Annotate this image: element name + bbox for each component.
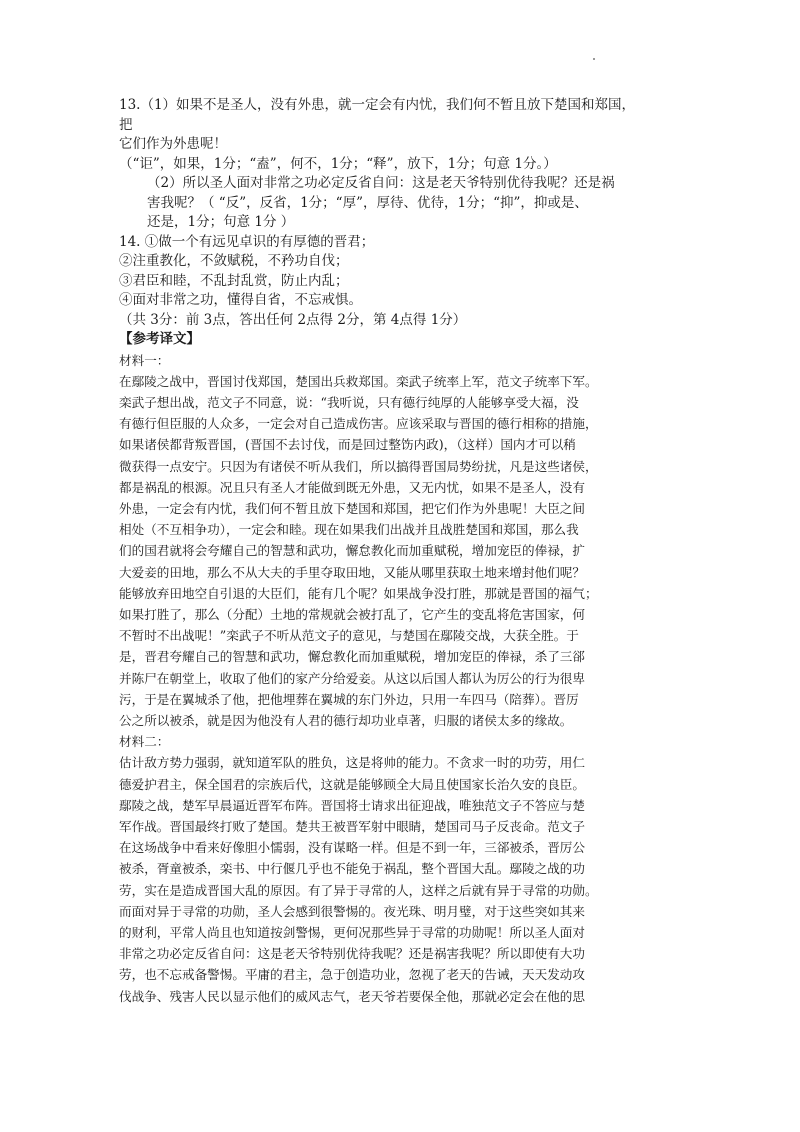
text-line: 被杀，胥童被杀，栾书、中行偃几乎也不能免于祸乱，整个晋国大乱。鄢陵之战的功	[119, 861, 585, 877]
text-line: 伐战争、残害人民以显示他们的威风志气，老天爷若要保全他，那就必定会在他的思	[119, 988, 585, 1004]
material-two-title: 材料二：	[119, 734, 170, 750]
text-line: 不暂时不出战呢！”栾武子不听从范文子的意见，与楚国在鄢陵交战，大获全胜。于	[119, 628, 579, 644]
text-line: 并陈尸在朝堂上，收取了他们的家产分给爱妾。从这以后国人都认为厉公的行为很卑	[119, 670, 585, 686]
text-line: 德爱护君主，保全国君的宗族后代，这就是能够顾全大局且使国家长治久安的良臣。	[119, 776, 585, 792]
text-line: 的财利，平常人尚且也知道按剑警惕，更何况那些异于寻常的功勋呢！所以圣人面对	[119, 924, 585, 940]
text-line: 估计敌方势力强弱，就知道军队的胜负，这是将帅的能力。不贪求一时的功劳，用仁	[119, 755, 585, 771]
text-line: 有德行但臣服的人众多，一定会对自己造成伤害。应该采取与晋国的德行相称的措施，	[119, 416, 598, 432]
text-line: 14. ①做一个有远见卓识的有厚德的晋君；	[119, 233, 375, 250]
answer-13-part2	[119, 174, 691, 233]
text-line: 大爱妾的田地，那么不从大夫的手里夺取田地，又能从哪里获取土地来增封他们呢？	[119, 564, 585, 580]
text-line: 微获得一点安宁。只因为有诸侯不听从我们，所以搞得晋国局势纷扰，凡是这些诸侯，	[119, 458, 598, 474]
text-line: 在这场战争中看来好像胆小懦弱，没有谋略一样。但是不到一年，三郤被杀，晋厉公	[119, 840, 585, 856]
text-line: 还是，1分；句意 1分 ）	[147, 214, 295, 230]
text-line: 相处（不互相争功），一定会和睦。现在如果我们出战并且战胜楚国和郑国，那么我	[119, 522, 579, 538]
text-line: 是，晋君夸耀自己的智慧和武功，懈怠教化而加重赋税，增加宠臣的俸禄，杀了三郤	[119, 649, 585, 665]
text-line: 害我呢？（ “反”，反省，1分；“厚”，厚待、优待，1分；“抑”，抑或是、	[147, 194, 588, 211]
text-line: （共 3分：前 3点，答出任何 2点得 2分，第 4点得 1分）	[119, 311, 467, 328]
text-line: 如果打胜了，那么（分配）土地的常规就会被打乱了，它产生的变乱将危害国家，何	[119, 606, 585, 622]
text-line: ③君臣和睦，不乱封乱赏，防止内乱；	[119, 272, 349, 289]
text-line: 外患，一定会有内忧，我们何不暂且放下楚国和郑国，把它们作为外患呢！大臣之间	[119, 500, 585, 516]
document-body	[119, 96, 691, 1007]
text-line: 非常之功必定反省自问：这是老天爷特别优待我呢？还是祸害我呢？所以即使有大功	[119, 946, 585, 962]
text-line: 在鄢陵之战中，晋国讨伐郑国，楚国出兵救郑国。栾武子统率上军，范文子统率下军。	[119, 373, 598, 389]
text-line: ②注重教化，不敛赋税，不矜功自伐；	[119, 253, 349, 269]
text-line: 能够放弃田地空自引退的大臣们，能有几个呢？如果战争没打胜，那就是晋国的福气；	[119, 585, 598, 601]
text-line: 劳，实在是造成晋国大乱的原因。有了异于寻常的人，这样之后就有异于寻常的功勋。	[119, 882, 598, 898]
material-one-title: 材料一：	[119, 352, 170, 368]
text-line: ④面对非常之功，懂得自省，不忘戒惧。	[119, 292, 362, 308]
translation-heading: 【参考译文】	[119, 331, 200, 347]
text-line: 劳，也不忘戒备警惕。平庸的君主，急于创造功业，忽视了老天的告诫，天天发动攻	[119, 967, 585, 983]
material-one	[119, 350, 691, 732]
text-line: 把	[119, 116, 133, 133]
text-line: 栾武子想出战，范文子不同意，说：“我听说，只有德行纯厚的人能够享受大福，没	[119, 394, 579, 410]
text-line: 公之所以被杀，就是因为他没有人君的德行却功业卓著，归服的诸侯太多的缘故。	[119, 712, 573, 728]
text-line: 鄢陵之战，楚军早晨逼近晋军布阵。晋国将士请求出征迎战，唯独范文子不答应与楚	[119, 797, 585, 813]
material-two	[119, 731, 691, 1007]
text-line: 军作战。晋国最终打败了楚国。楚共王被晋军射中眼睛，楚国司马子反丧命。范文子	[119, 818, 585, 834]
page-speck	[593, 58, 595, 60]
text-line: 们的国君就将会夸耀自己的智慧和武功，懈怠教化而加重赋税，增加宠臣的俸禄，扩	[119, 543, 585, 559]
answer-14	[119, 233, 691, 331]
text-line: （“讵”，如果，1分；“盍”，何不，1分；“释”，放下，1分；句意 1分。）	[119, 155, 557, 172]
text-line: （2）所以圣人面对非常之功必定反省自问：这是老天爷特别优待我呢？还是祸	[147, 175, 615, 191]
text-line: 都是祸乱的根源。况且只有圣人才能做到既无外患，又无内忧，如果不是圣人，没有	[119, 479, 585, 495]
text-line: 它们作为外患呢！	[119, 136, 227, 152]
text-line: 如果诸侯都背叛晋国，(晋国不去讨伐，而是回过整饬内政)，（这样）国内才可以稍	[119, 437, 576, 453]
text-line: 污，于是在翼城杀了他，把他埋葬在翼城的东门外边，只用一车四马（陪葬）。晋厉	[119, 691, 579, 707]
text-line: 而面对异于寻常的功勋，圣人会感到很警惕的。夜光珠、明月璧，对于这些突如其来	[119, 903, 585, 919]
answer-13-part1	[119, 96, 691, 174]
text-line: 13.（1）如果不是圣人，没有外患，就一定会有内忧，我们何不暂且放下楚国和郑国，	[119, 97, 636, 113]
